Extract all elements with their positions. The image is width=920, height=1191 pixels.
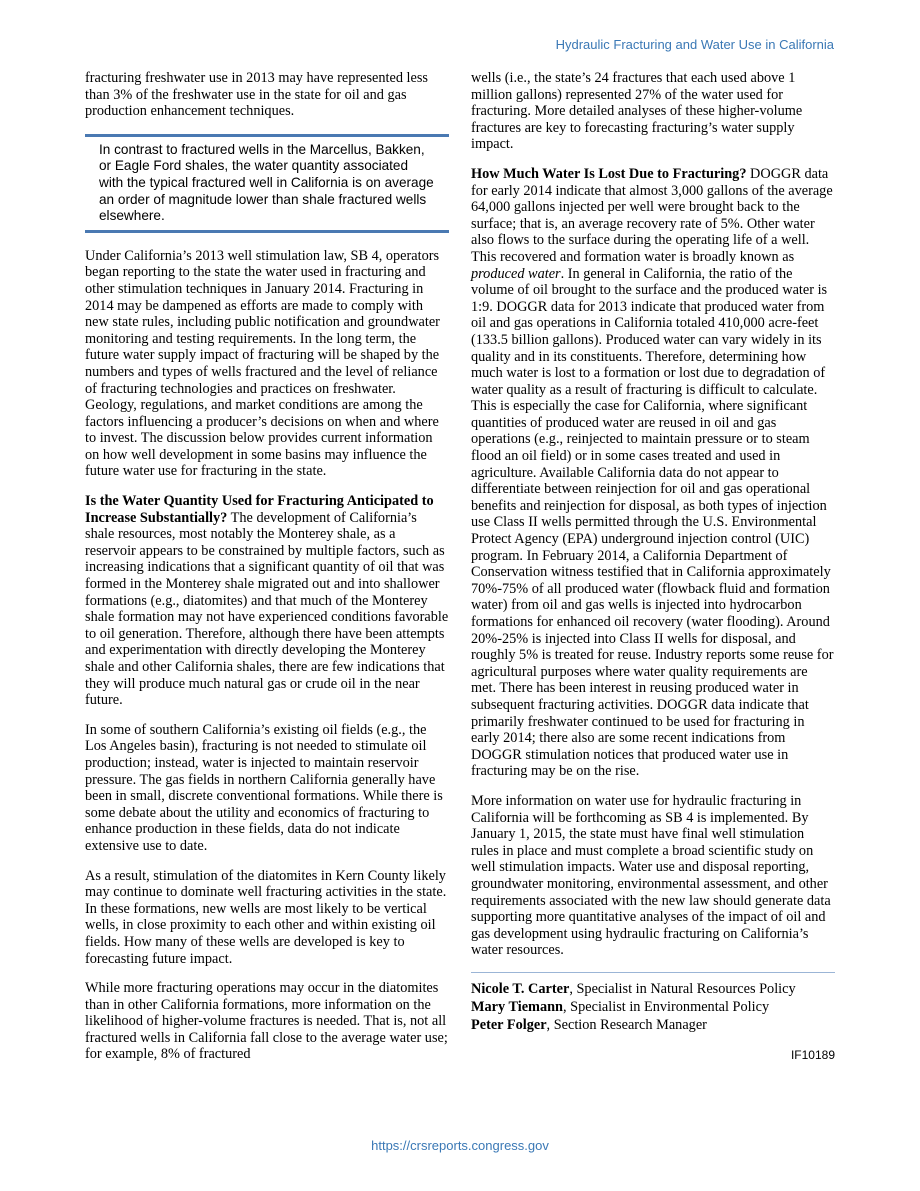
body-paragraph: wells (i.e., the state’s 24 fractures that each used above 1 million gallons) represented 27% of the water used for fracturing. More detailed analyses of these higher-volume fractures are key to forecasting fracturing’s water supply impact. bbox=[471, 70, 803, 153]
running-header: Hydraulic Fracturing and Water Use in California bbox=[555, 37, 834, 52]
author-line bbox=[471, 980, 835, 998]
body-paragraph: fracturing freshwater use in 2013 may have represented less than 3% of the freshwater use in the state for oil and gas production enhancement techniques. bbox=[85, 70, 428, 120]
section-heading: Is the Water Quantity Used for Fracturing Anticipated to Increase Substantially? bbox=[85, 493, 434, 526]
author-list bbox=[471, 980, 835, 1034]
callout-box bbox=[85, 134, 449, 233]
author-line bbox=[471, 1016, 835, 1034]
author-role: , Section Research Manager bbox=[546, 1016, 707, 1033]
author-line bbox=[471, 998, 835, 1016]
author-name: Peter Folger bbox=[471, 1016, 547, 1033]
body-paragraph: While more fracturing operations may occur in the diatomites than in other California formations, more information on the likelihood of higher-volume fractures is needed. That is, not all fractured wells in California fall close to the average water use; for example, 8% of fractured bbox=[85, 980, 448, 1063]
right-column bbox=[471, 70, 835, 1062]
footer-url[interactable]: https://crsreports.congress.gov bbox=[371, 1138, 549, 1153]
author-role: , Specialist in Natural Resources Policy bbox=[569, 980, 796, 997]
divider bbox=[471, 972, 835, 973]
author-role: , Specialist in Environmental Policy bbox=[563, 998, 770, 1015]
body-paragraph: More information on water use for hydraulic fracturing in California will be forthcoming as SB 4 is implemented. By January 1, 2015, the state must have final well stimulation rules in place and must complete a broad scientific study on well stimulation impacts. Water use and disposal reporting, groundwater monitoring, environmental assessment, and other requirements associated with the new law should generate data supporting more quantitative analyses of the impact of oil and gas development using hydraulic fracturing on California’s water resources. bbox=[471, 792, 831, 959]
body-paragraph: As a result, stimulation of the diatomites in Kern County likely may continue to dominate well fracturing activities in the state. In these formations, new wells are most likely to be vertical wells, in close proximity to each other and within existing oil fields. How many of these wells are developed is key to forecasting future impact. bbox=[85, 867, 447, 967]
callout-text: In contrast to fractured wells in the Marcellus, Bakken, or Eagle Ford shales, the water quantity associated with the typical fractured well in California is on average an order of magnitude lower than shale fractured wells elsewhere. bbox=[99, 141, 434, 224]
body-paragraph: In some of southern California’s existing oil fields (e.g., the Los Angeles basin), fracturing is not needed to stimulate oil production; instead, water is injected to maintain reservoir pressure. The gas fields in northern California generally have been in small, discrete conventional formations. While there is some debate about the utility and economics of fracturing to enhance production in these fields, data do not indicate extensive use to date. bbox=[85, 721, 443, 854]
italic-term: produced water bbox=[471, 265, 561, 282]
product-code: IF10189 bbox=[790, 1047, 835, 1062]
left-column bbox=[85, 70, 449, 1076]
author-name: Nicole T. Carter bbox=[471, 980, 570, 997]
body-paragraph: Under California’s 2013 well stimulation law, SB 4, operators began reporting to the state the water used in fracturing and other stimulation techniques in January 2014. Fracturing in 2014 may be dampened as efforts are made to comply with new state rules, including public notification and groundwater monitoring and testing requirements. In the long term, the future water supply impact of fracturing will be shaped by the numbers and types of wells fractured and the level of reliance of fracturing technologies and practices on freshwater. Geology, regulations, and market conditions are among the factors influencing a producer’s decisions on when and where to invest. The discussion below provides current information on how well development in some basins may influence the future water use for fracturing in the state. bbox=[85, 247, 440, 480]
author-name: Mary Tiemann bbox=[471, 998, 564, 1015]
section-heading: How Much Water Is Lost Due to Fracturing? bbox=[471, 165, 747, 182]
body-paragraph: Is the Water Quantity Used for Fracturing Anticipated to Increase Substantially? The development of California’s shale resources, most notably the Monterey shale, as a reservoir appears to be constrained by multiple factors, such as increasing indications that a significant quantity of oil that was formed in the Monterey shale migrated out and into shallower formations (e.g., diatomites) and that much of the Monterey shale formation may not have experienced conditions favorable to oil generation. Therefore, although there have been attempts and experimentation with directly developing the Monterey shale and other California shales, there are few indications that they will produce much natural gas or crude oil in the near future. bbox=[85, 493, 449, 709]
body-paragraph: How Much Water Is Lost Due to Fracturing? DOGGR data for early 2014 indicate that almost 3,000 gallons of the average 64,000 gallons injected per well were brought back to the surface; that is, an average recovery rate of 5%. Other water also flows to the surface during the operating life of a well. This recovered and formation water is broadly known as produced water. In general in California, the ratio of the volume of oil brought to the surface and the produced water is 1:9. DOGGR data for 2013 indicate that produced water from oil and gas operations in California totaled 410,000 acre-feet (133.5 billion gallons). Produced water can vary widely in its quality and in its constituents. Therefore, determining how much water is lost to a formation or lost due to degradation of water quality as a result of fracturing is difficult to calculate. This is especially the case for California, where significant quantities of produced water are reused in oil and gas operations (e.g., reinjected to maintain pressure or to steam flood an oil field) or in some cases treated and used in agriculture. Available California data do not appear to differentiate between reinjection for oil and gas operational benefits and reinjection for disposal, as both types of injection use Class II wells permitted through the U.S. Environmental Protect Agency (EPA) underground injection control (UIC) program. In February 2014, a California Department of Conservation witness testified that in California approximately 70%-75% of all produced water (flowback fluid and formation water) from oil and gas wells is injected into hydrocarbon formations for enhanced oil recovery (water flooding). Around 20%-25% is injected into Class II wells for disposal, and roughly 5% is treated for reuse. Industry reports some reuse for agricultural purposes where water quality requirements are met. There has been interest in reusing produced water in subsequent fracturing activities. DOGGR data indicate that primarily freshwater continued to be used for fracturing in early 2014; there also are some recent indications from DOGGR stimulation notices that produced water use in fracturing may be on the rise. bbox=[471, 165, 834, 780]
